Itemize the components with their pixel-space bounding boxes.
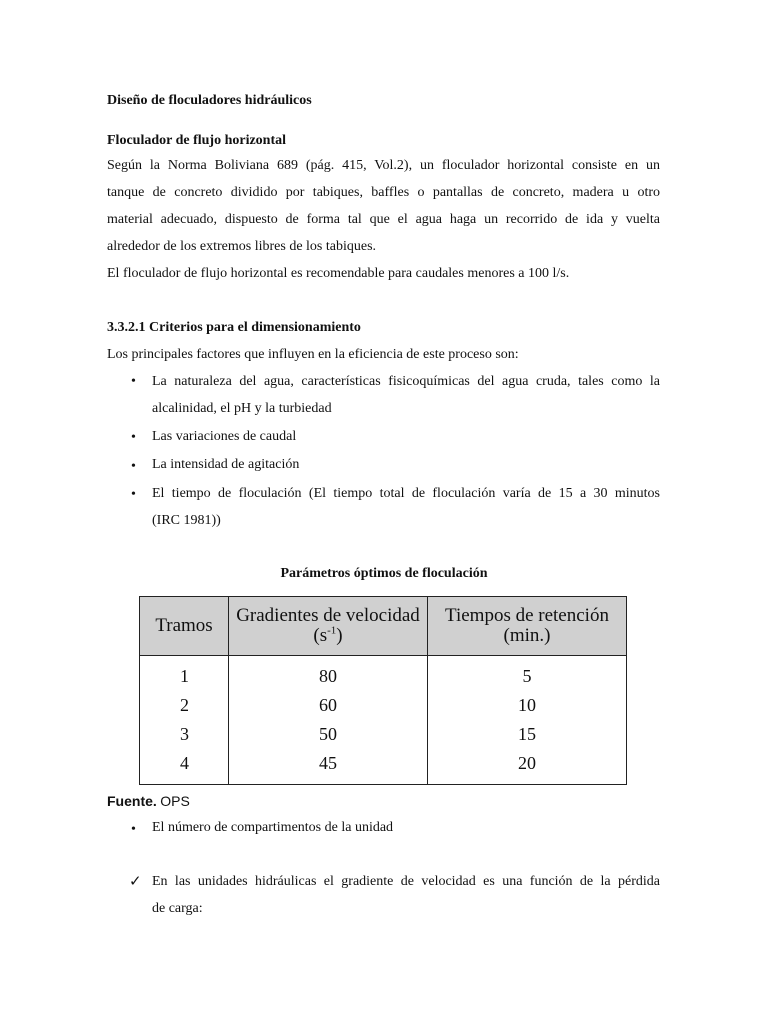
list-item: El número de compartimentos de la unidad [152,820,394,835]
cell-gradiente: 45 [229,749,428,785]
document-title: Diseño de floculadores hidráulicos [107,93,312,108]
unit-open: (s [313,625,328,646]
check-item-line: de carga: [152,901,203,916]
check-item-line: En las unidades hidráulicas el gradiente de velocidad es una función de la pérdida [152,874,660,889]
column-header-tiempos-line2: (min.) [503,625,551,646]
table-caption: Parámetros óptimos de floculación [280,566,488,581]
list-item-line: alcalinidad, el pH y la turbiedad [152,401,332,416]
section-heading-criteria: 3.3.2.1 Criterios para el dimensionamiento [107,320,361,335]
bullet-icon: • [131,487,136,502]
section-heading-horizontal-flocculator: Floculador de flujo horizontal [107,133,287,148]
column-header-gradientes-line1: Gradientes de velocidad [236,605,420,626]
column-header-tiempos [428,597,627,656]
paragraph-line: Según la Norma Boliviana 689 (pág. 415, Vol.2), un floculador horizontal consiste en un [107,158,660,173]
column-header-gradientes [229,597,428,656]
column-header-tiempos-line1: Tiempos de retención [445,605,609,626]
source-value: OPS [160,793,190,809]
table-row [140,656,627,692]
recommendation-line: El floculador de flujo horizontal es recomendable para caudales menores a 100 l/s. [107,266,570,281]
cell-tramo: 1 [140,656,229,692]
unit-exponent: -1 [327,624,337,637]
list-item [152,368,660,422]
cell-tramo: 4 [140,749,229,785]
bullet-icon: • [131,430,136,445]
table-row [140,720,627,749]
table-row [140,749,627,785]
source-label: Fuente. [107,793,157,809]
cell-tramo: 3 [140,720,229,749]
list-item: Las variaciones de caudal [152,429,297,444]
bullet-icon: • [131,822,136,837]
cell-tiempo: 20 [428,749,627,785]
cell-tramo: 2 [140,691,229,720]
column-header-gradientes-unit [233,626,423,646]
bullet-icon: • [131,374,136,389]
cell-gradiente: 80 [229,656,428,692]
list-item-line: El tiempo de floculación (El tiempo total de floculación varía de 15 a 30 minutos [152,486,660,501]
paragraph-line: tanque de concreto dividido por tabiques, baffles o pantallas de concreto, madera u otro [107,185,660,200]
paragraph-line: alrededor de los extremos libres de los tabiques. [107,239,377,254]
cell-tiempo: 15 [428,720,627,749]
column-header-tramos: Tramos [140,597,229,656]
criteria-intro: Los principales factores que influyen en la eficiencia de este proceso son: [107,347,519,362]
table-header-row [140,597,627,656]
table-row [140,691,627,720]
list-item-line: (IRC 1981)) [152,513,221,528]
cell-tiempo: 5 [428,656,627,692]
cell-gradiente: 50 [229,720,428,749]
unit-close: ) [336,625,343,646]
list-item [152,480,660,534]
list-item: La intensidad de agitación [152,457,300,472]
paragraph-line: material adecuado, dispuesto de forma tal que el agua haga un recorrido de ida y vuelta [107,212,660,227]
checkmark-icon: ✓ [129,872,142,890]
cell-gradiente: 60 [229,691,428,720]
check-item [152,868,660,922]
bullet-icon: • [131,459,136,474]
flocculation-parameters-table [139,596,627,785]
table-source [107,793,190,811]
cell-tiempo: 10 [428,691,627,720]
section1-paragraph [107,152,660,287]
list-item-line: La naturaleza del agua, características fisicoquímicas del agua cruda, tales como la [152,374,660,389]
